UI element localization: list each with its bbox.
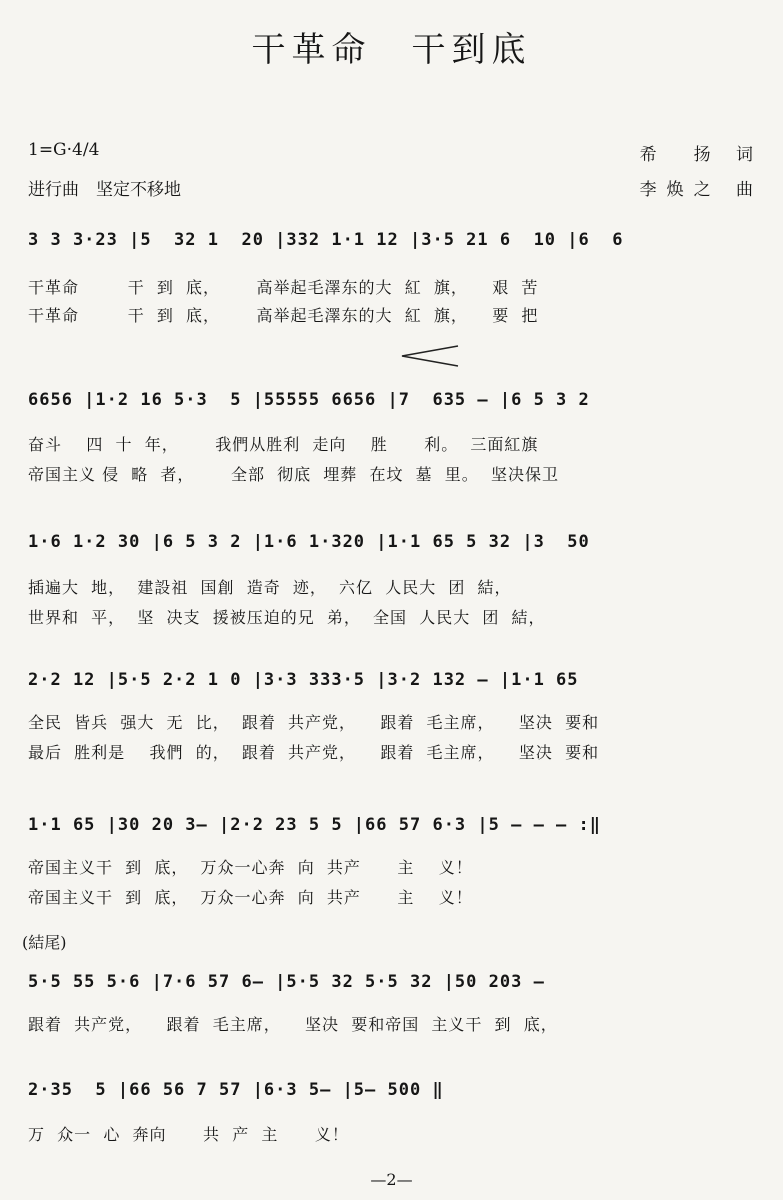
lyric-verse-1: 帝国主义干 到 底， 万众一心奔 向 共产 主 义！ — [28, 858, 473, 877]
notation-line: 5·5 55 5·6 |7·6 57 6— |5·5 32 5·5 32 |50 203 — — [28, 972, 545, 992]
notation-line: 3 3 3·23 |5 32 1 20 |332 1·1 12 |3·5 21 6 10 |6 6 — [28, 230, 624, 250]
lyric-verse-1: 插遍大 地， 建設祖 国創 造奇 迹， 六亿 人民大 团 結， — [28, 578, 512, 597]
notation-line: 2·2 12 |5·5 2·2 1 0 |3·3 333·5 |3·2 132 — |1·1 65 — [28, 670, 579, 690]
coda-label: (結尾) — [22, 933, 67, 952]
lyricist-credit: 希 扬 词 — [639, 145, 763, 165]
lyric-verse-2: 世界和 平， 坚 决支 援被压迫的兄 弟， 全国 人民大 团 結， — [28, 608, 546, 627]
lyric-verse-1: 干革命 干 到 底， 高举起毛澤东的大 紅 旗， 艰 苦 — [28, 278, 539, 297]
song-title: 干革命 干到底 — [251, 30, 532, 70]
lyric-verse-2: 帝国主义干 到 底， 万众一心奔 向 共产 主 义！ — [28, 888, 473, 907]
notation-line: 1·6 1·2 30 |6 5 3 2 |1·6 1·320 |1·1 65 5 32 |3 50 — [28, 532, 590, 552]
lyric-verse-1: 奋斗 四 十 年， 我們从胜利 走向 胜 利。 三面紅旗 — [28, 435, 539, 454]
page-number: —2— — [370, 1170, 413, 1189]
lyric-verse-1: 万 众一 心 奔向 共 产 主 义！ — [28, 1125, 349, 1144]
notation-line: 6656 |1·2 16 5·3 5 |55555 6656 |7 635 — |6 5 3 2 — [28, 390, 590, 410]
notation-system-5 — [28, 805, 758, 845]
notation-system-7 — [28, 1070, 758, 1110]
key-signature: 1=G·4/4 — [28, 140, 100, 160]
notation-system-3 — [28, 522, 758, 562]
lyric-verse-2: 最后 胜利是 我們 的， 跟着 共产党， 跟着 毛主席， 坚决 要和 — [28, 743, 600, 762]
notation-system-6 — [28, 962, 758, 1002]
notation-line: 2·35 5 |66 56 7 57 |6·3 5— |5— 500 ‖ — [28, 1080, 444, 1100]
crescendo-mark — [400, 344, 460, 368]
composer-credit: 李焕之 曲 — [639, 180, 763, 200]
tempo-marking: 进行曲 坚定不移地 — [28, 180, 181, 200]
lyric-verse-2: 帝国主义 侵 略 者， 全部 彻底 埋葬 在坟 墓 里。 坚决保卫 — [28, 465, 559, 484]
lyric-verse-2: 干革命 干 到 底， 高举起毛澤东的大 紅 旗， 要 把 — [28, 306, 539, 325]
notation-system-4 — [28, 660, 758, 700]
notation-system-2 — [28, 380, 758, 420]
lyric-verse-1: 全民 皆兵 强大 无 比， 跟着 共产党， 跟着 毛主席， 坚决 要和 — [28, 713, 600, 732]
notation-system-1 — [28, 220, 758, 260]
lyric-verse-1: 跟着 共产党， 跟着 毛主席， 坚决 要和帝国 主义干 到 底， — [28, 1015, 558, 1034]
notation-line: 1·1 65 |30 20 3— |2·2 23 5 5 |66 57 6·3 |5 — — — :‖ — [28, 815, 601, 835]
